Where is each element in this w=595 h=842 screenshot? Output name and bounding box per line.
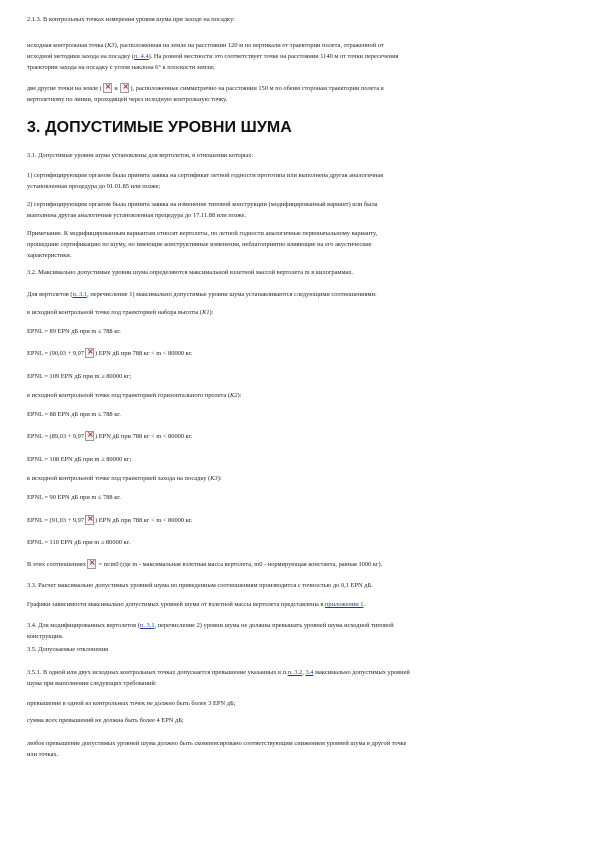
takeoff-intro: в исходной контрольной точке под траекторией набора высоты (К1): [27,309,214,316]
broken-image-icon [103,83,112,93]
broken-image-icon [85,431,94,441]
requirement-1: превышение в одной из контрольных точек не должно быть более 3 EPN дБ; [27,700,236,707]
paragraph-3-5: 3.5. Допускаемые отклонения [27,646,109,653]
link-p-3-1[interactable]: п. 3.1 [72,291,88,298]
flyover-formula-2: EPNL = (89,03 + 9,97× ) EPN дБ при 788 кг < m < 80000 кг. [27,431,567,442]
paragraph-3-1-item-2: 2) сертифицирующим органом была принята заявка на изменение типовой конструкции (модифицированный вариант) или была выполнена другая аналогичная установленная процедура до 17.11.88 или позже. [27,201,378,219]
broken-image-icon [120,83,129,93]
approach-formula-1: EPNL = 90 EPN дБ при m ≤ 788 кг. [27,494,121,501]
graphs-paragraph: Графики зависимости максимально допустимых уровней шума от взлетной массы вертолета представлены в приложении 1. [27,601,366,608]
broken-image-icon [85,348,94,358]
link-p-3-1[interactable]: п. 3.1 [139,622,155,629]
approach-intro: в исходной контрольной точке под траекторией захода на посадку (К3): [27,475,222,482]
section-2-1-3-paragraph: исходная контрольная точка (К3), расположенная на земле на расстоянии 120 м по вертикали от траектории полета, отраженной от исходной методики захода на посадку (п. 4.4). На ровной местности это соответствует точке на расстоянии 1140 м от точки пересечения траектории захода на посадку с углом наклона 6° к плоскости земли; [27,42,399,71]
paragraph-3-1: 3.1. Допустимые уровни шума установлены для вертолетов, в отношении которых: [27,152,254,159]
approach-formula-3: EPNL = 110 EPN дБ при m ≥ 80000 кг. [27,539,131,546]
link-appendix-1[interactable]: приложении 1 [324,601,364,608]
link-p-3-2[interactable]: п. 3.2 [287,669,303,676]
side-points-paragraph: две другие точки на земле (× и ×), расположенные симметрично на расстоянии 150 м по обеим сторонам траектории полета к вертолетному по линии, проходящей через исходную контрольную точку. [27,83,567,105]
flyover-formula-1: EPNL = 88 EPN дБ при m ≤ 788 кг. [27,411,121,418]
link-3-4[interactable]: 3.4 [305,669,314,676]
takeoff-formula-2: EPNL = (90,03 + 9,97× ) EPN дБ при 788 кг < m < 80000 кг. [27,348,567,359]
link-p-4-4[interactable]: п. 4.4 [134,53,149,60]
requirement-3: любое превышение допустимых уровней шума должно быть скомпенсировано соответствующим снижением уровней шума в другой точке или точках. [27,740,407,758]
requirement-2: сумма всех превышений не должна быть более 4 EPN дБ; [27,717,184,724]
broken-image-icon [87,559,96,569]
section-2-1-3-heading: 2.1.3. В контрольных точках измерения уровня шума при заходе на посадку: [27,16,235,23]
paragraph-3-5-1: 3.5.1. В одной или двух исходных контрольных точках допускается превышение указанных в п.п. 3.2, 3.4 максимально допустимых уровней шума при выполнении следующих требований: [27,669,410,687]
flyover-intro: в исходной контрольной точке под траекторией горизонтального пролета (К2): [27,392,242,399]
note-paragraph: Примечание. К модифицированным вариантам относят вертолеты, по летной годности аналогичные первоначальному варианту, прошедшие сертификацию по шуму, но имеющие конструктивные изменения, неблагоприятно влияющие на его акустические характеристики. [27,230,378,259]
takeoff-formula-1: EPNL = 89 EPN дБ при m ≤ 788 кг. [27,328,121,335]
section-3-title: 3. ДОПУСТИМЫЕ УРОВНИ ШУМА [27,119,292,136]
approach-formula-2: EPNL = (91,03 + 9,97× ) EPN дБ при 788 кг < m < 80000 кг. [27,515,567,526]
ratio-definition: В этих соотношениях× = m/m0 (где m - максимальная взлетная масса вертолета, m0 - нормирующая константа, равная 1000 кг). [27,559,567,570]
broken-image-icon [85,515,94,525]
paragraph-3-1-item-1: 1) сертифицирующим органом была принята заявка на сертификат летной годности прототипа или выполнена другая аналогичная установленная процедура до 01.01.85 или позже; [27,172,384,190]
paragraph-3-2: 3.2. Максимально допустимые уровни шума определяются максимальной взлетной массой вертолета m в килограммах. [27,269,354,276]
paragraph-3-4: 3.4. Для модифицированных вертолетов (п. 3.1, перечисление 2) уровни шума не должны превышать уровней шума исходной типовой конструкции. [27,622,394,640]
paragraph-3-2-helicopters: Для вертолетов (п. 3.1, перечисление 1) максимально допустимые уровни шума устанавливаются следующими соотношениями: [27,291,377,298]
paragraph-3-3: 3.3. Расчет максимально допустимых уровней шума по приведенным соотношениям производится с точностью до 0,1 EPN дБ. [27,582,373,589]
flyover-formula-3: EPNL = 108 EPN дБ при m ≥ 80000 кг; [27,456,132,463]
takeoff-formula-3: EPNL = 109 EPN дБ при m ≥ 80000 кг; [27,373,132,380]
